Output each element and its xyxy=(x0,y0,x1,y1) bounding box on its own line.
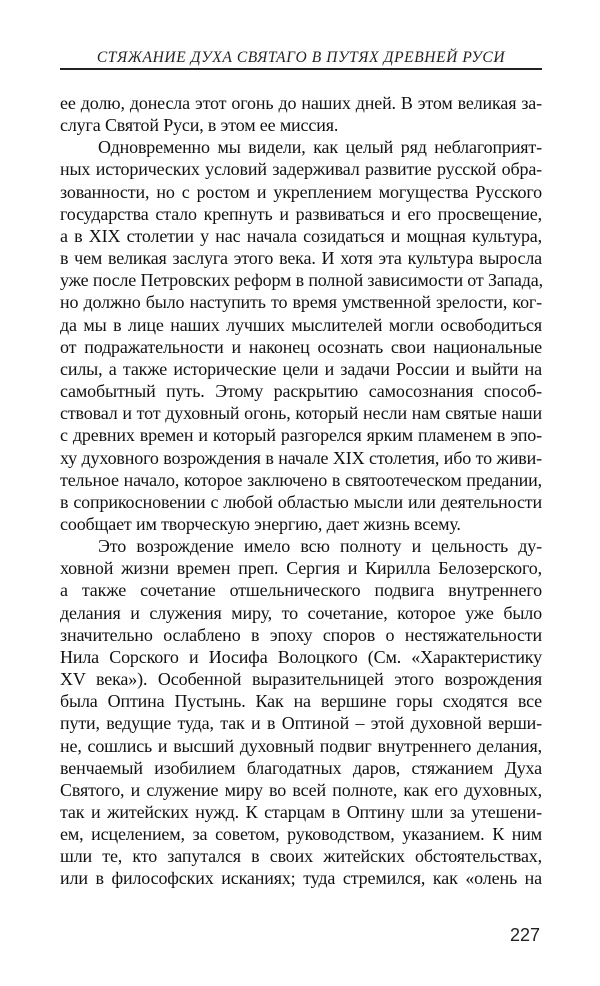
text-line: венчаемый изобилием благодатных даров, стяжанием Духа xyxy=(60,757,542,778)
text-line: Святого, и служение миру во всей полноте, как его духовных, xyxy=(60,779,542,800)
text-line: делания и служения миру, то сочетание, которое уже было xyxy=(60,602,542,623)
header-rule xyxy=(60,68,542,70)
text-line: а также сочетание отшельнического подвига внутреннего xyxy=(60,580,542,601)
text-line: была Оптина Пустынь. Как на вершине горы сходятся все xyxy=(60,691,542,712)
text-line: ее долю, донесла этот огонь до наших дней. В этом великая за- xyxy=(60,93,542,113)
page-number: 227 xyxy=(509,925,540,945)
text-line: XV века»). Особенной выразительницей этого возрождения xyxy=(60,669,542,690)
text-line: шли те, кто запутался в своих житейских обстоятельствах, xyxy=(60,846,542,867)
text-line: зованности, но с ростом и укреплением могущества Русского xyxy=(60,181,542,202)
text-line: Нила Сорского и Иосифа Волоцкого (См. «Характеристику xyxy=(60,646,542,667)
text-line: слуга Святой Руси, в этом ее миссия. xyxy=(60,115,339,136)
text-line: силы, а также исторические цели и задачи России и выйти на xyxy=(60,358,542,379)
text-line: не, сошлись и высший духовный подвиг внутреннего делания, xyxy=(60,735,542,756)
text-line: сообщает им творческую энергию, дает жизнь всему. xyxy=(60,513,461,534)
text-line: с древних времен и который разгорелся ярким пламенем в эпо- xyxy=(60,425,542,446)
text-line: пути, ведущие туда, так и в Оптиной – этой духовной верши- xyxy=(60,713,542,734)
text-line: значительно ослаблено в эпоху споров о нестяжательности xyxy=(60,624,542,645)
text-line: уже после Петровских реформ в полной зависимости от Запада, xyxy=(60,270,543,291)
text-line: но должно было наступить то время умственной зрелости, ког- xyxy=(60,292,542,313)
text-line: Это возрождение имело всю полноту и цельность ду- xyxy=(98,536,542,557)
text-line: в чем великая заслуга этого века. И хотя эта культура выросла xyxy=(60,248,542,269)
text-line: ховной жизни времен преп. Сергия и Кирилла Белозерского, xyxy=(60,558,542,579)
text-line: а в XIX столетии у нас начала созидаться и мощная культура, xyxy=(60,225,542,246)
text-line: Одновременно мы видели, как целый ряд неблагоприят- xyxy=(98,137,542,158)
text-line: или в философских исканиях; туда стремился, как «олень на xyxy=(60,868,542,889)
text-line: от подражательности и наконец осознать свои национальные xyxy=(60,336,542,357)
text-line: в соприкосновении с любой областью мысли или деятельности xyxy=(60,491,542,512)
text-line: ствовал и тот духовный огонь, который несли нам святые наши xyxy=(60,403,542,424)
text-line: государства стало крепнуть и развиваться и его просвещение, xyxy=(60,203,542,224)
text-line: так и житейских нужд. К старцам в Оптину шли за утешени- xyxy=(60,802,542,822)
running-header: СТЯЖАНИЕ ДУХА СВЯТАГО В ПУТЯХ ДРЕВНЕЙ РУСИ xyxy=(96,49,506,66)
text-line: ем, исцелением, за советом, руководством, указанием. К ним xyxy=(60,824,542,845)
text-line: ных исторических условий задерживал развитие русской обра- xyxy=(60,159,542,180)
text-line: тельное начало, которое заключено в святоотеческом предании, xyxy=(60,469,542,490)
text-line: да мы в лице наших лучших мыслителей могли освободиться xyxy=(60,314,542,335)
page-body-text xyxy=(60,92,542,890)
text-line: самобытный путь. Этому раскрытию самосознания способ- xyxy=(60,381,542,402)
text-line: ху духовного возрождения в начале XIX столетия, ибо то живи- xyxy=(60,447,542,468)
